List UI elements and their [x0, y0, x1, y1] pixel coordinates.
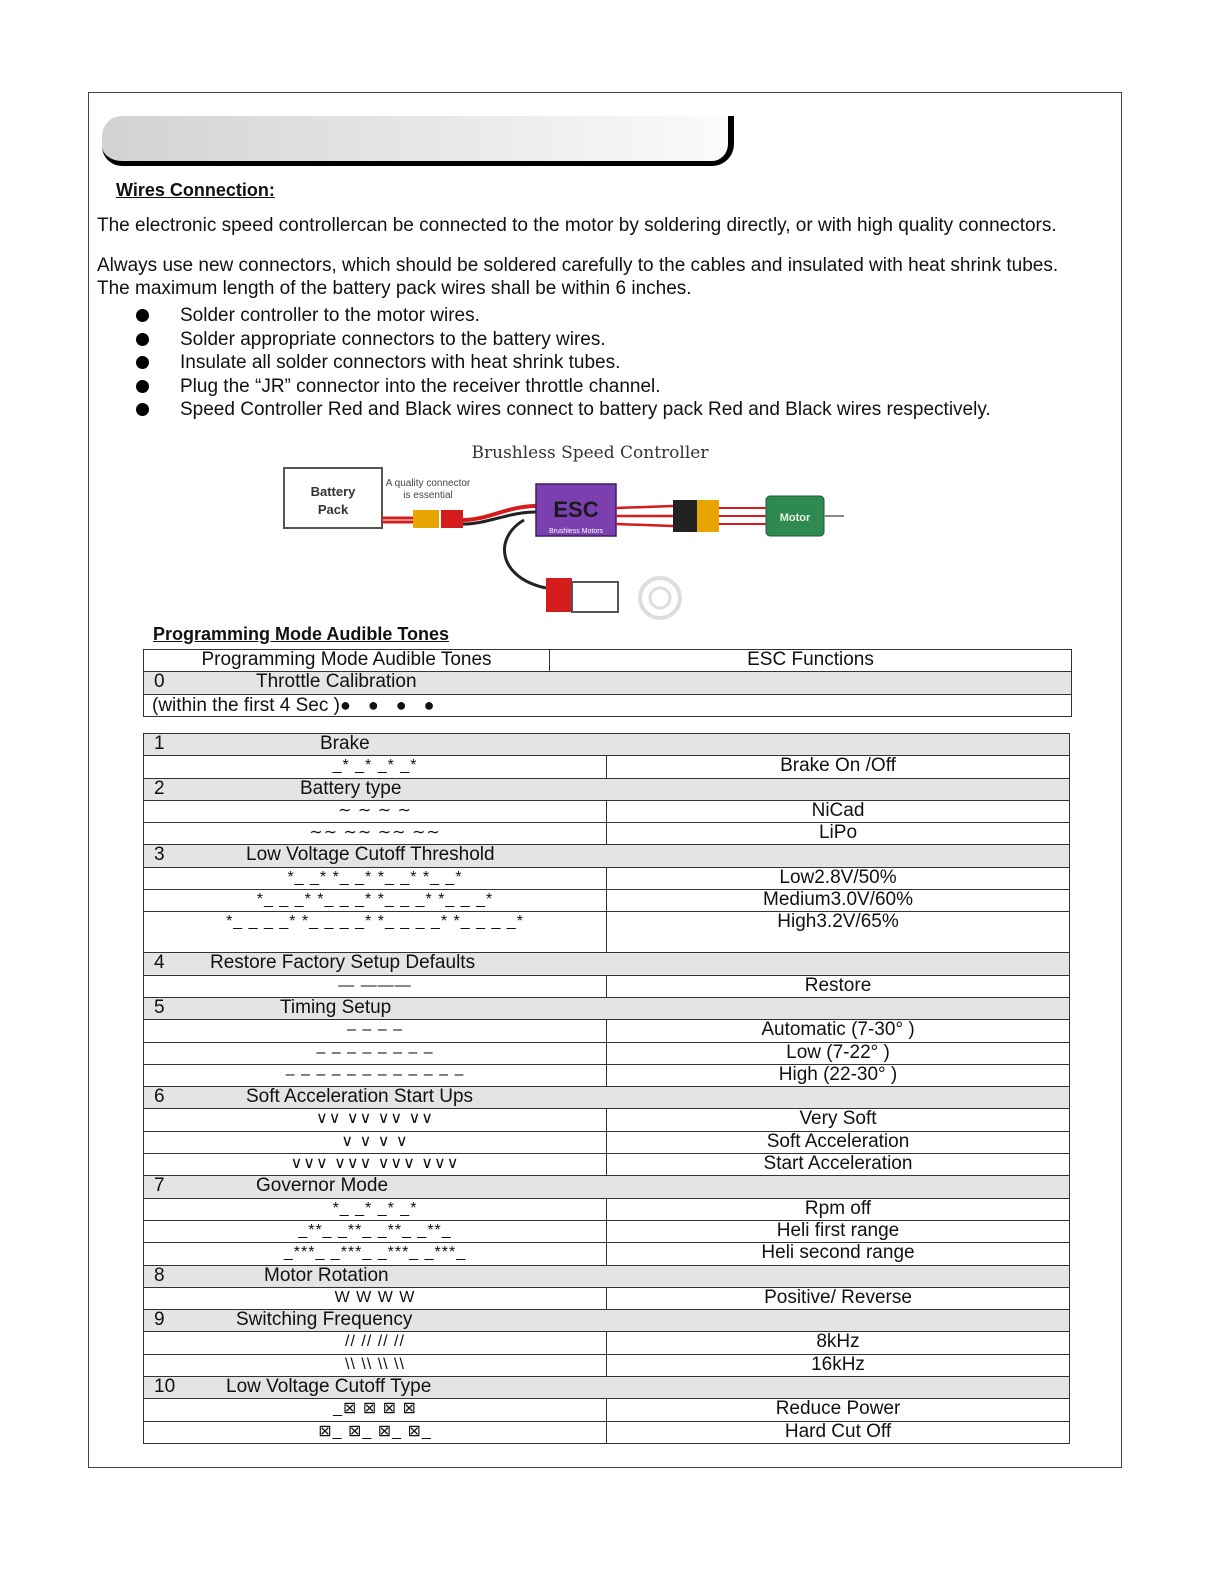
tone-pattern: ∼∼ ∼∼ ∼∼ ∼∼ [144, 823, 607, 845]
table-row [144, 1287, 1070, 1309]
esc-function: High3.2V/65% [607, 912, 1070, 953]
table-row [144, 800, 1070, 822]
section-number: 6 [154, 1086, 165, 1108]
section-number: 3 [154, 844, 165, 866]
esc-function: Hard Cut Off [607, 1421, 1070, 1443]
esc-function: Heli first range [607, 1220, 1070, 1242]
table-row [144, 1042, 1070, 1064]
programming-heading: Programming Mode Audible Tones [153, 624, 450, 644]
table-row [144, 1377, 1070, 1399]
section-number: 8 [154, 1265, 165, 1286]
header-banner [102, 116, 734, 166]
table-row [144, 1421, 1070, 1443]
esc-sublabel: Brushless Motors [548, 528, 604, 535]
table-row [144, 672, 1072, 694]
wires-paragraph-3: The maximum length of the battery pack wires shall be within 6 inches. [97, 278, 692, 299]
section-number: 10 [154, 1376, 176, 1398]
table-row [144, 845, 1070, 867]
antenna-coil [640, 578, 680, 618]
tone-pattern: _* _* _* _* [144, 756, 607, 778]
wires-heading: Wires Connection: [116, 180, 275, 200]
table-row [144, 867, 1070, 889]
section-number: 2 [154, 778, 165, 799]
bullet-icon [136, 356, 149, 369]
section-title: Motor Rotation [264, 1265, 389, 1286]
section-number: 9 [154, 1309, 165, 1331]
table-row [144, 650, 1072, 672]
battery-label-1: Battery [310, 484, 356, 499]
tone-pattern: *_ _ _ _* *_ _ _ _* *_ _ _ _* *_ _ _ _* [144, 912, 607, 953]
bullet-icon [136, 380, 149, 393]
table-row [144, 1399, 1070, 1421]
connector-note-2: is essential [403, 490, 453, 501]
table-row [144, 1243, 1070, 1265]
table-row [144, 1109, 1070, 1131]
table-row [144, 953, 1070, 975]
table-row [144, 912, 1070, 953]
header-col-tones: Programming Mode Audible Tones [144, 650, 550, 672]
wires-paragraph-1: The electronic speed controllercan be connected to the motor by soldering directly, or with high quality connectors. [97, 215, 1057, 236]
section-title: Restore Factory Setup Defaults [210, 952, 476, 974]
table-row [144, 1020, 1070, 1042]
tone-pattern: *_ _* _* _* [144, 1198, 607, 1220]
esc-function: Brake On /Off [607, 756, 1070, 778]
esc-function: Low (7-22° ) [607, 1042, 1070, 1064]
tone-pattern: // // // // [144, 1332, 607, 1354]
antenna-coil-inner [650, 588, 670, 608]
table-row [144, 1265, 1070, 1287]
esc-function: Positive/ Reverse [607, 1287, 1070, 1309]
wires-bullet-list [136, 304, 991, 422]
section-title: Soft Acceleration Start Ups [246, 1086, 474, 1108]
wires-paragraph-2: Always use new connectors, which should be soldered carefully to the cables and insulated with heat shrink tubes. [97, 255, 1059, 276]
table-row [144, 890, 1070, 912]
section-title: Low Voltage Cutoff Threshold [246, 844, 495, 866]
receiver-plug [546, 578, 572, 612]
diagram-title: Brushless Speed Controller [471, 443, 709, 463]
table-row [144, 1354, 1070, 1376]
tone-pattern: ⊠_ ⊠_ ⊠_ ⊠_ [144, 1421, 607, 1443]
esc-function: 16kHz [607, 1354, 1070, 1376]
table-row [144, 778, 1070, 800]
esc-function: Very Soft [607, 1109, 1070, 1131]
esc-function: High (22-30° ) [607, 1064, 1070, 1086]
table-row [144, 694, 1072, 716]
tone-pattern: – – – – – – – – [144, 1042, 607, 1064]
table-row [144, 975, 1070, 997]
table-row [144, 734, 1070, 756]
tone-pattern: ∨∨ ∨∨ ∨∨ ∨∨ [144, 1109, 607, 1131]
esc-function: Soft Acceleration [607, 1131, 1070, 1153]
esc-function: Heli second range [607, 1243, 1070, 1265]
motor-wires [616, 506, 673, 526]
table-row [144, 1064, 1070, 1086]
calibration-note: (within the first 4 Sec ) [152, 694, 340, 716]
table-row [144, 1154, 1070, 1176]
section-title: Timing Setup [280, 997, 392, 1018]
receiver-box [572, 582, 618, 612]
tone-pattern: ∨∨∨ ∨∨∨ ∨∨∨ ∨∨∨ [144, 1154, 607, 1176]
esc-function: NiCad [607, 800, 1070, 822]
battery-connector [413, 510, 439, 528]
section-title: Battery type [300, 778, 402, 799]
esc-function: Medium3.0V/60% [607, 890, 1070, 912]
table-row [144, 997, 1070, 1019]
list-item: Solder appropriate connectors to the battery wires. [136, 328, 991, 352]
table-row [144, 1176, 1070, 1198]
tone-pattern: \\ \\ \\ \\ [144, 1354, 607, 1376]
section-title: Governor Mode [256, 1175, 389, 1197]
table-row [144, 1131, 1070, 1153]
tone-pattern: — ——— [144, 975, 607, 997]
tone-pattern: _***_ _***_ _***_ _***_ [144, 1243, 607, 1265]
bullet-icon [136, 333, 149, 346]
tone-pattern: _**_ _**_ _**_ _**_ [144, 1220, 607, 1242]
esc-label: ESC [553, 497, 599, 522]
header-col-functions: ESC Functions [550, 650, 1072, 672]
section-number: 4 [154, 952, 165, 974]
list-item: Speed Controller Red and Black wires connect to battery pack Red and Black wires respectively. [136, 398, 991, 422]
section-number: 0 [154, 671, 165, 693]
table-row [144, 1310, 1070, 1332]
list-item: Plug the “JR” connector into the receiver throttle channel. [136, 375, 991, 399]
functions-table [143, 733, 1070, 1444]
section-number: 1 [154, 733, 165, 754]
section-title: Brake [320, 733, 370, 754]
tone-pattern: _⊠ ⊠ ⊠ ⊠ [144, 1399, 607, 1421]
bullet-icon [136, 403, 149, 416]
list-item: Insulate all solder connectors with heat shrink tubes. [136, 351, 991, 375]
esc-function: 8kHz [607, 1332, 1070, 1354]
battery-wire [382, 518, 413, 522]
list-item: Solder controller to the motor wires. [136, 304, 991, 328]
tone-pattern: W W W W [144, 1287, 607, 1309]
esc-function: Automatic (7-30° ) [607, 1020, 1070, 1042]
motor-leads [719, 508, 766, 524]
table-row [144, 1332, 1070, 1354]
wiring-diagram [278, 438, 858, 628]
section-title: Low Voltage Cutoff Type [226, 1376, 432, 1398]
connector-note-1: A quality connector [385, 478, 471, 489]
table-row [144, 1087, 1070, 1109]
table-row [144, 1220, 1070, 1242]
section-number: 5 [154, 997, 165, 1018]
bullet-icon [136, 309, 149, 322]
tone-pattern: – – – – [144, 1020, 607, 1042]
motor-label: Motor [779, 512, 811, 524]
motor-connector-gold [697, 500, 719, 532]
tone-pattern: ∼ ∼ ∼ ∼ [144, 800, 607, 822]
tone-pattern: *_ _* *_ _* *_ _* *_ _* [144, 867, 607, 889]
esc-function: Low2.8V/50% [607, 867, 1070, 889]
esc-function: Start Acceleration [607, 1154, 1070, 1176]
esc-function: LiPo [607, 823, 1070, 845]
tone-pattern: ∨ ∨ ∨ ∨ [144, 1131, 607, 1153]
tone-pattern: – – – – – – – – – – – – [144, 1064, 607, 1086]
tones-header-table [143, 649, 1072, 717]
tone-pattern: *_ _ _* *_ _ _* *_ _ _* *_ _ _* [144, 890, 607, 912]
battery-connector-2 [441, 510, 463, 528]
table-row [144, 823, 1070, 845]
section-title: Throttle Calibration [256, 671, 417, 693]
esc-function: Restore [607, 975, 1070, 997]
section-number: 7 [154, 1175, 165, 1197]
calibration-dots: ● ● ● ● [339, 694, 441, 715]
section-title: Switching Frequency [236, 1309, 413, 1331]
battery-label-2: Pack [317, 502, 349, 517]
esc-function: Reduce Power [607, 1399, 1070, 1421]
motor-connector-black [673, 500, 697, 532]
table-row [144, 756, 1070, 778]
esc-function: Rpm off [607, 1198, 1070, 1220]
table-row [144, 1198, 1070, 1220]
